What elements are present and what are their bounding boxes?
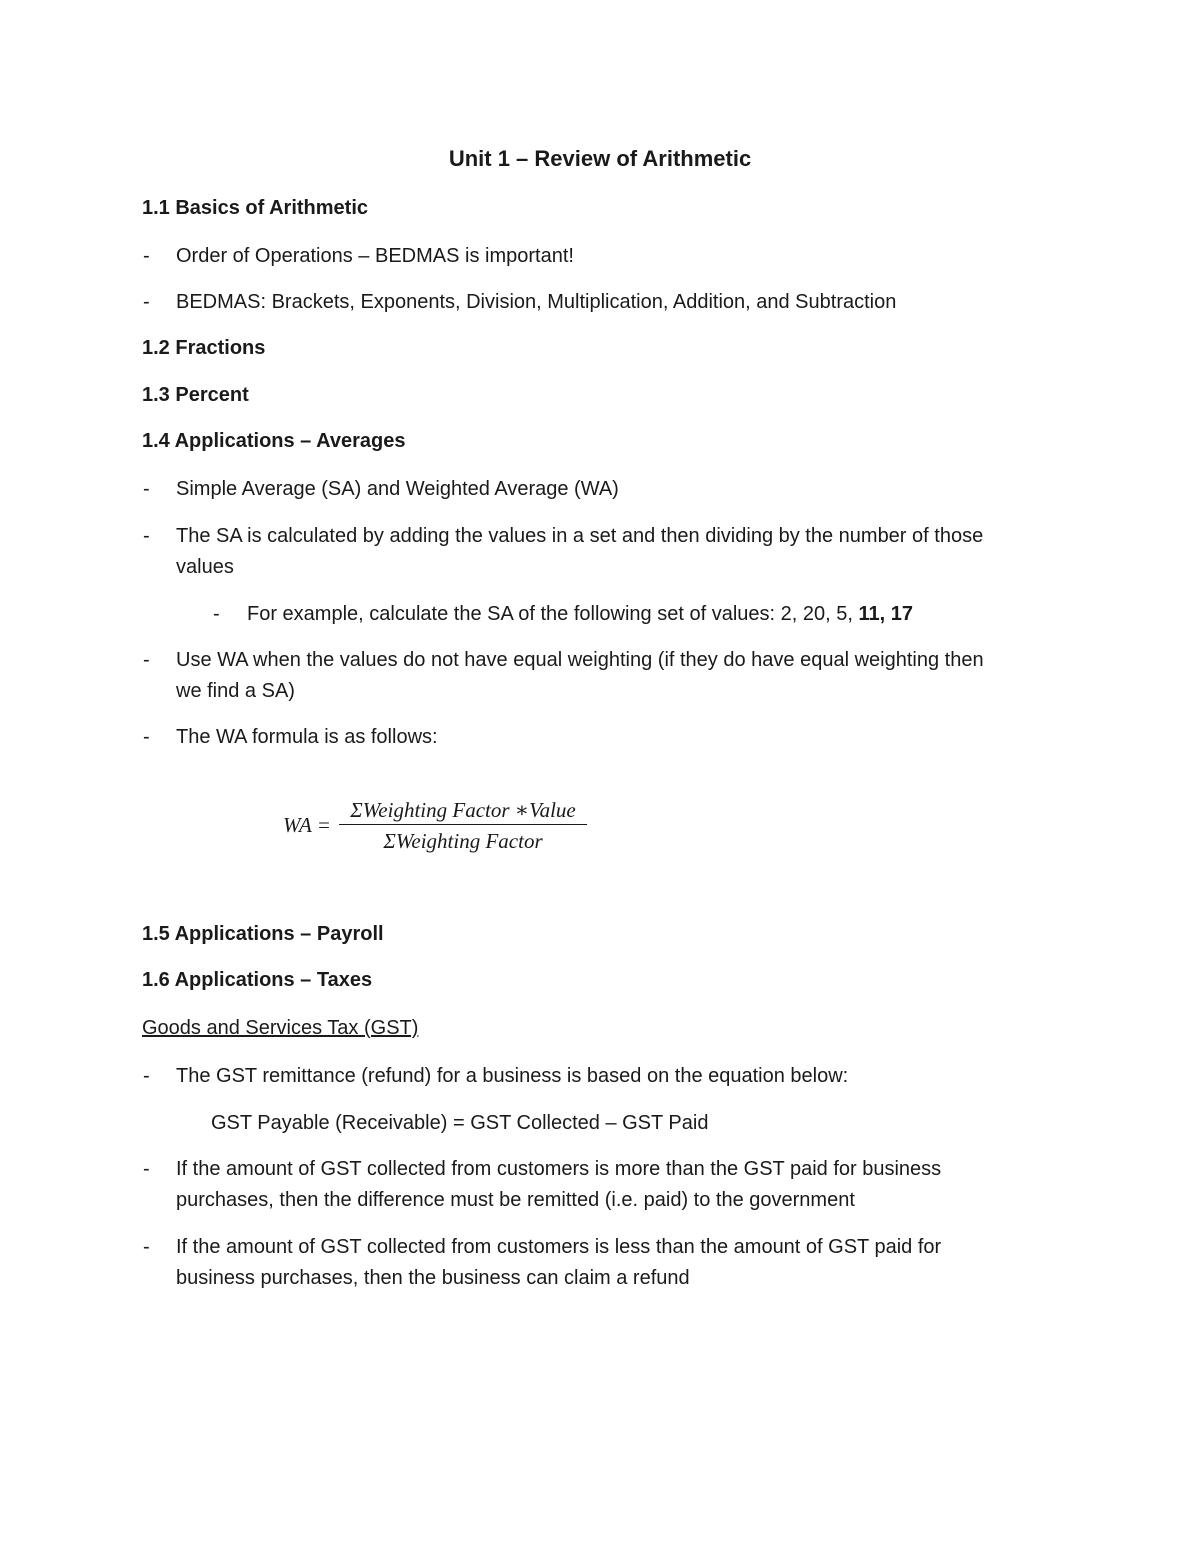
formula-denominator: ΣWeighting Factor xyxy=(383,829,543,853)
heading-1-5: 1.5 Applications – Payroll xyxy=(142,923,384,945)
bullet-sa-calc-line1: The SA is calculated by adding the values in a set and then dividing by the number of those xyxy=(176,525,984,547)
bullet-sa-wa: Simple Average (SA) and Weighted Average (WA) xyxy=(176,478,619,500)
heading-1-6: 1.6 Applications – Taxes xyxy=(142,969,373,991)
fraction-bar xyxy=(339,824,587,825)
bullet-marker: - xyxy=(143,1158,150,1180)
bullet-marker: - xyxy=(143,291,150,313)
bullet-marker: - xyxy=(143,1236,150,1258)
heading-1-2: 1.2 Fractions xyxy=(142,337,266,359)
bullet-gst-less-line1: If the amount of GST collected from customers is less than the amount of GST paid for xyxy=(176,1236,942,1258)
formula-numerator: ΣWeighting Factor ∗Value xyxy=(350,798,576,822)
bullet-marker: - xyxy=(143,525,150,547)
bullet-order-of-operations: Order of Operations – BEDMAS is important! xyxy=(176,245,574,267)
gst-equation: GST Payable (Receivable) = GST Collected – GST Paid xyxy=(211,1112,709,1134)
bullet-marker: - xyxy=(143,478,150,500)
bullet-wa-usage-line2: we find a SA) xyxy=(176,680,295,702)
gst-subheading: Goods and Services Tax (GST) xyxy=(142,1017,419,1039)
example-text: For example, calculate the SA of the following set of values: 2, 20, 5, xyxy=(247,603,859,625)
bullet-marker: - xyxy=(143,726,150,748)
bullet-marker: - xyxy=(143,649,150,671)
formula-fraction xyxy=(339,797,587,854)
bullet-marker: - xyxy=(143,1065,150,1087)
heading-1-3: 1.3 Percent xyxy=(142,384,249,406)
bullet-bedmas-definition: BEDMAS: Brackets, Exponents, Division, Multiplication, Addition, and Subtraction xyxy=(176,291,897,313)
page-title: Unit 1 – Review of Arithmetic xyxy=(448,146,752,171)
example-bold-values: 11, 17 xyxy=(858,603,913,625)
formula-lhs: WA = xyxy=(283,813,331,837)
bullet-gst-remittance: The GST remittance (refund) for a business is based on the equation below: xyxy=(176,1065,849,1087)
heading-1-1: 1.1 Basics of Arithmetic xyxy=(142,197,369,219)
bullet-marker: - xyxy=(143,245,150,267)
bullet-gst-more-line1: If the amount of GST collected from customers is more than the GST paid for business xyxy=(176,1158,942,1180)
bullet-wa-usage-line1: Use WA when the values do not have equal weighting (if they do have equal weighting then xyxy=(176,649,984,671)
heading-1-4: 1.4 Applications – Averages xyxy=(142,430,406,452)
bullet-gst-more-line2: purchases, then the difference must be remitted (i.e. paid) to the government xyxy=(176,1189,855,1211)
bullet-wa-formula-intro: The WA formula is as follows: xyxy=(176,726,438,748)
bullet-sa-calc-line2: values xyxy=(176,556,234,578)
bullet-marker: - xyxy=(213,603,220,625)
bullet-gst-less-line2: business purchases, then the business can claim a refund xyxy=(176,1267,690,1289)
sub-bullet-example xyxy=(247,601,913,627)
